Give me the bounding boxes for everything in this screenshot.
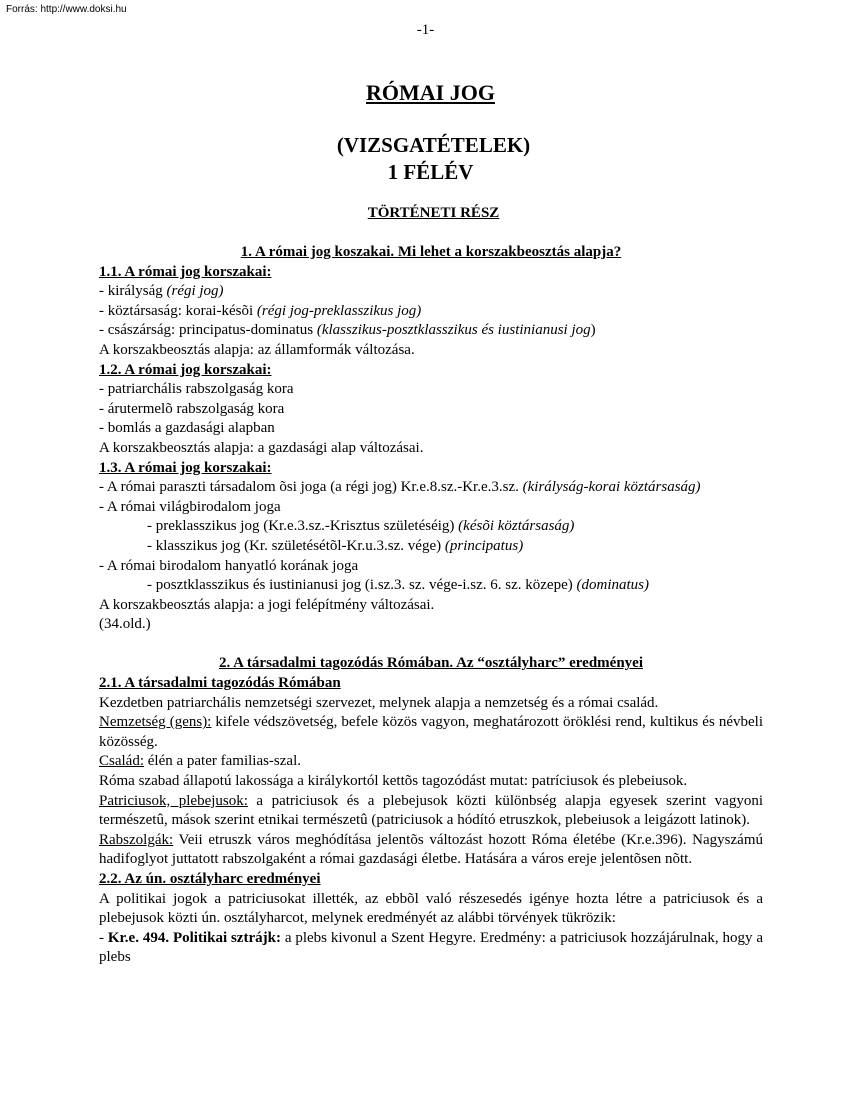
- periodization-basis: A korszakbeosztás alapja: a gazdasági alap változásai.: [99, 439, 424, 456]
- document-subtitle-exam-topics: (VIZSGATÉTELEK): [336, 133, 531, 157]
- subtopic-2-1-heading: 2.1. A társadalmi tagozódás Rómában: [99, 675, 341, 692]
- subtopic-2-2-heading: 2.2. Az ún. osztályharc eredményei: [99, 871, 321, 887]
- subtopic-1-2-heading: 1.2. A római jog korszakai:: [99, 361, 272, 378]
- paragraph: Kezdetben patriarchális nemzetségi szervezet, melynek alapja a nemzetség és a római család.: [99, 694, 659, 711]
- subtopic-1-1-heading: 1.1. A római jog korszakai:: [99, 263, 272, 280]
- list-item: - császárság: principatus-dominatus (klasszikus-posztklasszikus és iustinianusi jog): [99, 322, 596, 339]
- paragraph: Nemzetség (gens): kifele védszövetség, befele közös vagyon, meghatározott öröklési rend, kultikus és névbeli közösség.: [99, 714, 763, 750]
- list-subitem: - klasszikus jog (Kr. születésétõl-Kr.u.3.sz. vége) (principatus): [147, 537, 524, 554]
- list-item: - patriarchális rabszolgaság kora: [99, 381, 294, 398]
- paragraph: Család: élén a pater familias-szal.: [99, 753, 302, 770]
- list-item: - A római világbirodalom joga: [99, 498, 281, 515]
- list-item: - királyság (régi jog): [99, 283, 224, 300]
- list-subitem: - preklasszikus jog (Kr.e.3.sz.-Krisztus születéséig) (késõi köztársaság): [147, 518, 575, 535]
- subtopic-1-3-heading: 1.3. A római jog korszakai:: [99, 459, 272, 476]
- paragraph: Patriciusok, plebejusok: a patriciusok és a plebejusok közti különbség alapja egyesek szerint vagyoni természetû, mások szerint etnikai természetû (patriciusok a hódító etruszkok, plebeiusok a leigázott latinok).: [99, 792, 763, 829]
- source-note: Forrás: http://www.doksi.hu: [6, 4, 127, 15]
- list-item: - árutermelõ rabszolgaság kora: [99, 400, 285, 417]
- document-subtitle-semester: 1 FÉLÉV: [387, 160, 474, 184]
- paragraph: A politikai jogok a patriciusokat illették, az ebbõl való részesedés igénye hozta létre a patriciusok és a plebejusok közti ún. osztályharcot, melynek eredményét az alábbi törvények tükrözik:: [99, 890, 763, 927]
- paragraph: Rabszolgák: Veii etruszk város meghódítása jelentõs változást hozott Róma életébe (Kr.e.396). Nagyszámú hadifoglyot juttatott rabszolgaként a római gazdasági életbe. Hatására a város ereje jelentõsen nõtt.: [99, 831, 763, 868]
- list-item: - köztársaság: korai-késõi (régi jog-preklasszikus jog): [99, 302, 422, 319]
- document-body: [99, 243, 763, 968]
- page-number: -1-: [416, 22, 435, 38]
- topic-1-heading: 1. A római jog koszakai. Mi lehet a korszakbeosztás alapja?: [240, 244, 622, 260]
- page-reference: (34.old.): [99, 616, 151, 633]
- list-subitem: - posztklasszikus és iustinianusi jog (i.sz.3. sz. vége-i.sz. 6. sz. közepe) (dominatus): [147, 577, 649, 594]
- paragraph: Róma szabad állapotú lakossága a királykortól kettõs tagozódást mutat: patríciusok és plebeiusok.: [99, 773, 688, 790]
- list-item: - A római paraszti társadalom õsi joga (a régi jog) Kr.e.8.sz.-Kr.e.3.sz. (királyság-korai köztársaság): [99, 479, 701, 496]
- document-title: RÓMAI JOG: [366, 80, 495, 105]
- topic-2-heading: 2. A társadalmi tagozódás Rómában. Az “osztályharc” eredményei: [218, 655, 643, 672]
- periodization-basis: A korszakbeosztás alapja: a jogi felépítmény változásai.: [99, 596, 435, 613]
- section-title: TÖRTÉNETI RÉSZ: [367, 205, 500, 221]
- list-item: - Kr.e. 494. Politikai sztrájk: a plebs kivonul a Szent Hegyre. Eredmény: a patriciusok hozzájárulnak, hogy a plebs: [99, 929, 763, 966]
- list-item: - bomlás a gazdasági alapban: [99, 420, 275, 437]
- periodization-basis: A korszakbeosztás alapja: az államformák változása.: [99, 341, 415, 358]
- list-item: - A római birodalom hanyatló korának joga: [99, 557, 359, 574]
